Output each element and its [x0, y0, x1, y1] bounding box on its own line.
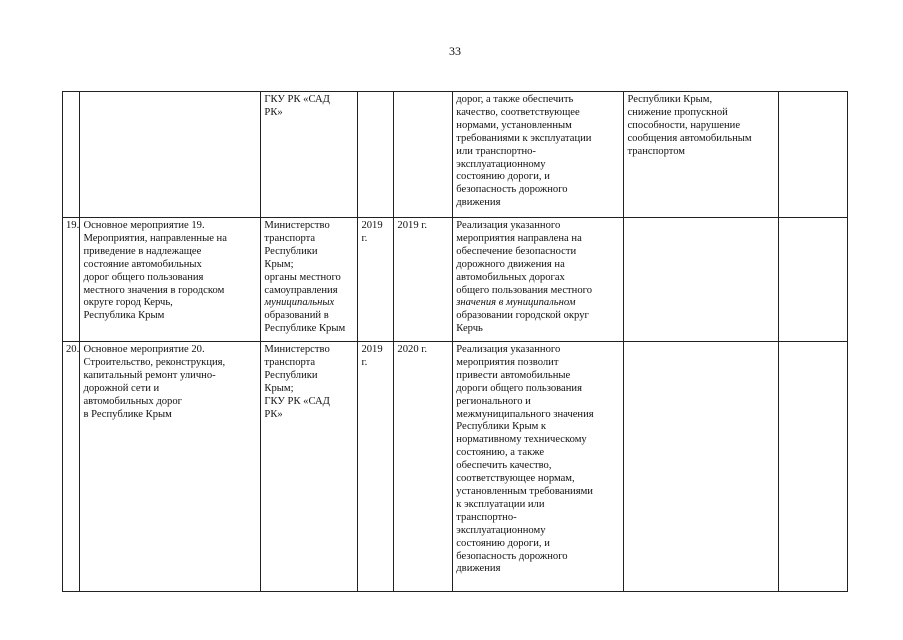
- start-year-cell: [358, 342, 394, 592]
- row-number-cell: [63, 92, 80, 218]
- result-line: движения: [456, 563, 501, 575]
- executor-line: самоуправления: [264, 284, 338, 296]
- result-line: автомобильных дорогах: [456, 271, 565, 283]
- measure-name-cell: [80, 92, 261, 218]
- result-line: требованиями к эксплуатации: [456, 132, 592, 144]
- result-line: состоянию дороги, и: [456, 171, 550, 183]
- start-year: 2019 г.: [361, 344, 383, 368]
- consequences-line: сообщения автомобильным: [627, 132, 752, 144]
- executor-line: Крым;: [264, 382, 294, 394]
- result-line: межмуниципального значения: [456, 408, 594, 420]
- executor-line: Министерство: [264, 344, 330, 355]
- consequences-cell: [624, 92, 779, 218]
- executor-line: Республике Крым: [264, 323, 346, 335]
- result-line: транспортно-: [456, 511, 517, 523]
- executor-line: образований в: [264, 310, 329, 322]
- result-line: общего пользования местного: [456, 284, 593, 296]
- result-line: дорог, а также обеспечить: [456, 94, 574, 105]
- executor-line: Крым;: [264, 258, 294, 270]
- result-line: Керчь: [456, 323, 483, 335]
- expected-result-cell: [453, 218, 624, 342]
- executor-line: транспорта: [264, 356, 316, 368]
- result-line: дороги общего пользования: [456, 382, 582, 394]
- result-line: обеспечить качество,: [456, 460, 552, 472]
- measure-name-cell: [80, 218, 261, 342]
- executor-line: Республики: [264, 369, 318, 381]
- result-line: соответствующее нормам,: [456, 473, 575, 485]
- result-line: Реализация указанного: [456, 220, 561, 231]
- consequences-line: способности, нарушение: [627, 119, 741, 131]
- end-year: 2020 г.: [397, 344, 428, 355]
- link-cell: [779, 92, 848, 218]
- measure-name-line: Мероприятия, направленные на: [83, 232, 227, 244]
- table-row: [63, 92, 848, 218]
- executor-line: Министерство: [264, 220, 330, 231]
- executor-cell: [261, 218, 358, 342]
- consequences-line: снижение пропускной: [627, 106, 728, 118]
- measure-name-line: дорожной сети и: [83, 382, 160, 394]
- start-year-cell: [358, 218, 394, 342]
- result-line: Реализация указанного: [456, 344, 561, 355]
- executor-cell: [261, 92, 358, 218]
- executor-line: ГКУ РК «САД: [264, 94, 330, 105]
- end-year-cell: [394, 218, 453, 342]
- result-line: мероприятия направлена на: [456, 232, 582, 244]
- link-cell: [779, 342, 848, 592]
- consequences-line: транспортом: [627, 145, 686, 157]
- measure-name-line: Республика Крым: [83, 310, 165, 322]
- executor-line: РК»: [264, 106, 283, 118]
- row-number-cell: [63, 218, 80, 342]
- measure-name-line: Строительство, реконструкция,: [83, 356, 226, 368]
- result-line: безопасность дорожного: [456, 550, 568, 562]
- measure-name-line: Основное мероприятие 20.: [83, 344, 205, 355]
- measure-name-line: состояние автомобильных: [83, 258, 202, 270]
- consequences-line: Республики Крым,: [627, 94, 713, 105]
- start-year-cell: [358, 92, 394, 218]
- executor-line: Республики: [264, 245, 318, 257]
- consequences-cell: [624, 342, 779, 592]
- page-number: 33: [449, 44, 461, 58]
- result-line: мероприятия позволит: [456, 356, 559, 368]
- measure-name-line: капитальный ремонт улично-: [83, 369, 216, 381]
- result-line: обеспечение безопасности: [456, 245, 577, 257]
- link-cell: [779, 218, 848, 342]
- result-line: эксплуатационному: [456, 524, 546, 536]
- executor-line: муниципальных: [264, 297, 335, 309]
- measure-name-line: автомобильных дорог: [83, 395, 182, 407]
- row-number: 20.: [66, 344, 80, 355]
- result-line: состоянию дороги, и: [456, 537, 550, 549]
- measure-name-line: дорог общего пользования: [83, 271, 204, 283]
- result-line: или транспортно-: [456, 145, 536, 157]
- result-line: безопасность дорожного: [456, 184, 568, 196]
- result-line: качество, соответствующее: [456, 106, 580, 118]
- measure-name-line: местного значения в городском: [83, 284, 225, 296]
- result-line: установленным требованиями: [456, 485, 593, 497]
- result-line: значения в муниципальном: [456, 297, 576, 309]
- executor-cell: [261, 342, 358, 592]
- result-line: к эксплуатации или: [456, 498, 545, 510]
- executor-line: органы местного: [264, 271, 341, 283]
- measure-name-line: Основное мероприятие 19.: [83, 220, 205, 231]
- measure-name-line: в Республике Крым: [83, 408, 172, 420]
- result-line: движения: [456, 197, 501, 209]
- row-number-cell: [63, 342, 80, 592]
- executor-line: транспорта: [264, 232, 316, 244]
- expected-result-cell: [453, 92, 624, 218]
- result-line: образовании городской округ: [456, 310, 589, 322]
- expected-result-cell: [453, 342, 624, 592]
- result-line: дорожного движения на: [456, 258, 565, 270]
- measure-name-cell: [80, 342, 261, 592]
- result-line: эксплуатационному: [456, 158, 546, 170]
- executor-line: ГКУ РК «САД: [264, 395, 330, 407]
- start-year: 2019 г.: [361, 220, 383, 244]
- result-line: нормативному техническому: [456, 434, 587, 446]
- result-line: нормами, установленным: [456, 119, 572, 131]
- result-line: Республики Крым к: [456, 421, 547, 433]
- result-line: привести автомобильные: [456, 369, 571, 381]
- end-year-cell: [394, 342, 453, 592]
- row-number: 19.: [66, 220, 80, 231]
- result-line: состоянию, а также: [456, 447, 545, 459]
- end-year: 2019 г.: [397, 220, 428, 231]
- measure-name-line: приведение в надлежащее: [83, 245, 202, 257]
- result-line: регионального и: [456, 395, 531, 407]
- table-row: [63, 218, 848, 342]
- end-year-cell: [394, 92, 453, 218]
- consequences-cell: [624, 218, 779, 342]
- measure-name-line: округе город Керчь,: [83, 297, 173, 309]
- executor-line: РК»: [264, 408, 283, 420]
- measures-table: [62, 91, 848, 592]
- table-row: [63, 342, 848, 592]
